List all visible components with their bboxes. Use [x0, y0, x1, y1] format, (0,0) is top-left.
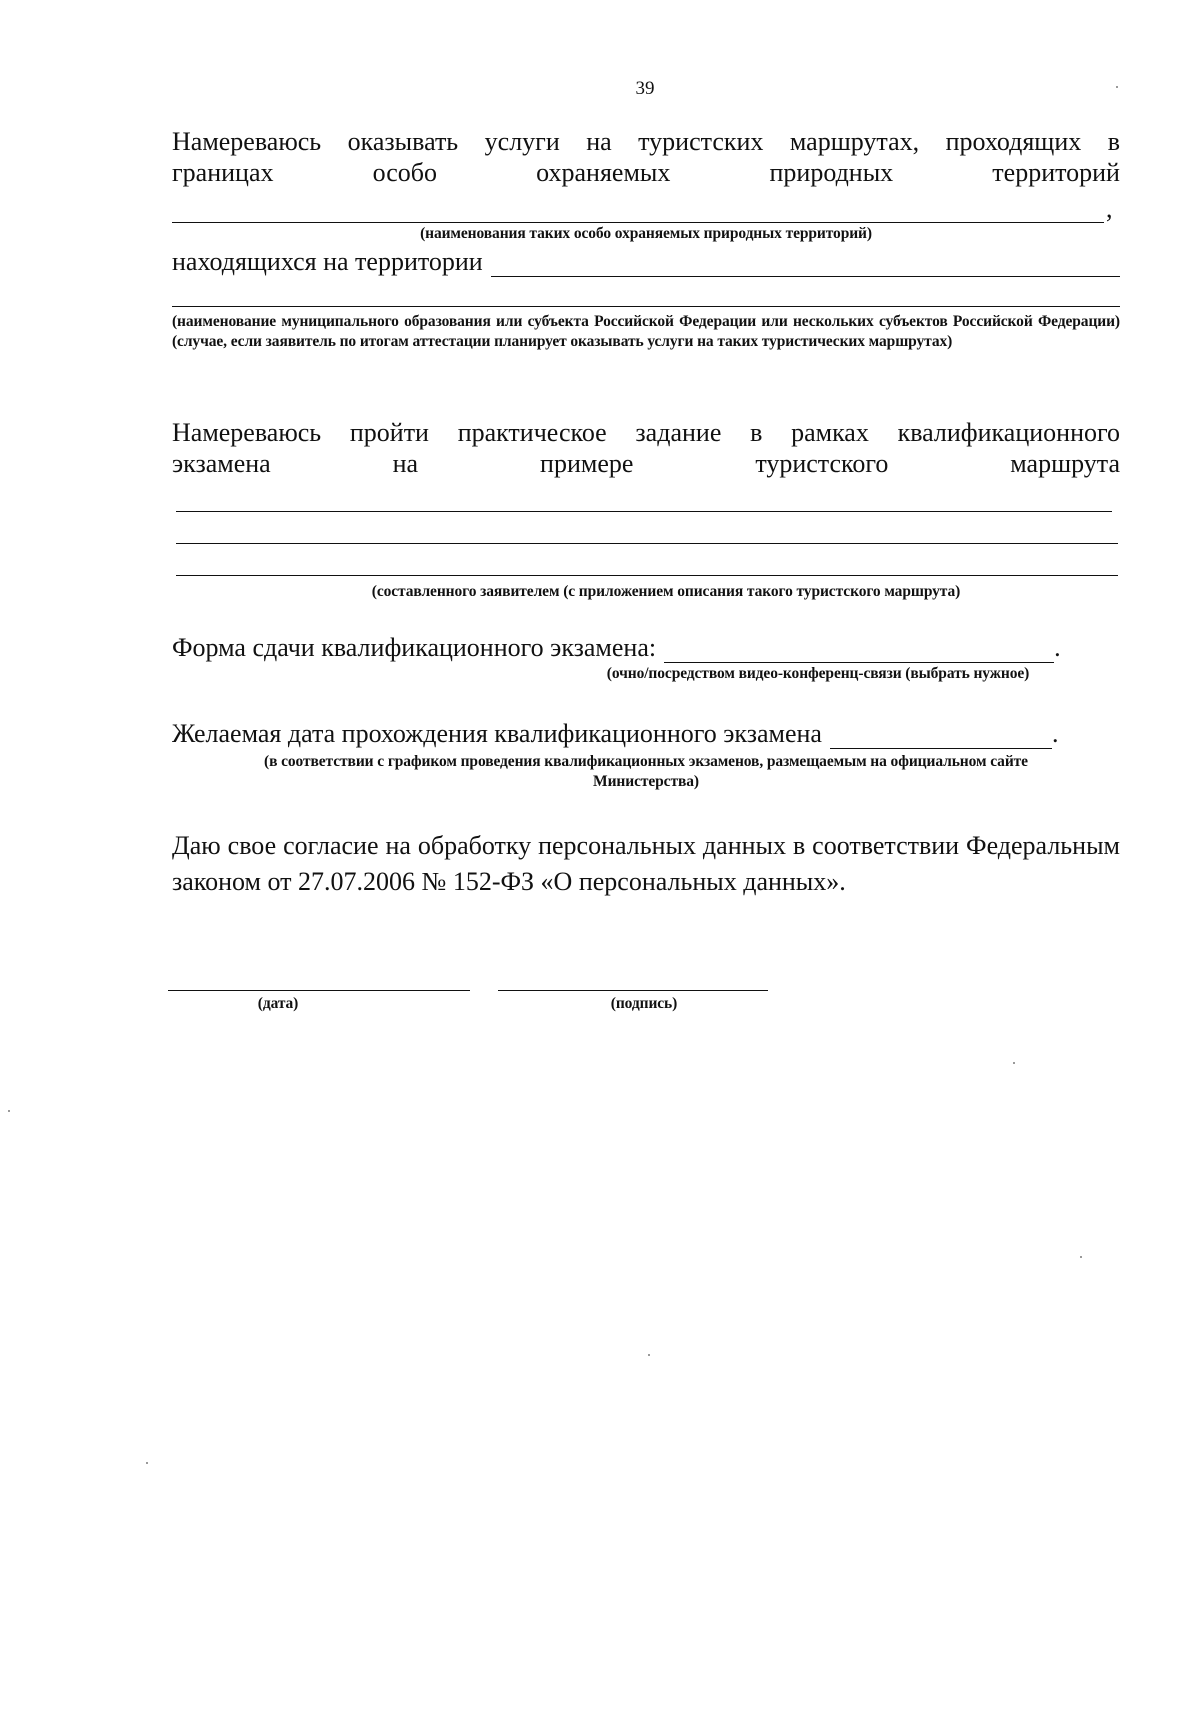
- section1-line2: [172, 157, 1120, 188]
- section2-word: маршрута: [1010, 449, 1120, 478]
- territories-caption: (наименования таких особо охраняемых природных территорий): [420, 225, 872, 242]
- territory-row: [172, 246, 1120, 277]
- exam-date-input-line[interactable]: [830, 722, 1052, 749]
- signature-line[interactable]: [498, 990, 768, 991]
- date-line[interactable]: [168, 990, 470, 991]
- scan-speck: [648, 1354, 650, 1356]
- section1-word: территорий: [992, 158, 1120, 187]
- municipality-line[interactable]: [172, 306, 1120, 307]
- section2-word: туристского: [755, 449, 889, 478]
- exam-date-period: .: [1051, 719, 1059, 748]
- page-number: 39: [635, 78, 655, 99]
- section2-word: на: [392, 449, 419, 478]
- date-label: (дата): [257, 995, 299, 1012]
- territory-input-line[interactable]: [491, 250, 1120, 277]
- scan-speck: [8, 1110, 10, 1112]
- exam-form-row: [172, 632, 1120, 663]
- route-line-2[interactable]: [176, 543, 1118, 544]
- exam-date-label: Желаемая дата прохождения квалификационного экзамена: [172, 719, 822, 748]
- exam-form-period: .: [1054, 633, 1061, 662]
- consent-paragraph: Даю свое согласие на обработку персональных данных в соответствии Федеральным законом от 27.07.2006 № 152-ФЗ «О персональных данных».: [172, 831, 1120, 896]
- scan-speck: [146, 1462, 148, 1464]
- section1-word: особо: [372, 158, 438, 187]
- territory-label: находящихся на территории: [172, 247, 483, 276]
- route-line-3[interactable]: [176, 575, 1118, 576]
- exam-form-caption: (очно/посредством видео-конференц-связи (выбрать нужное): [606, 665, 1030, 682]
- route-line-1[interactable]: [176, 511, 1112, 512]
- scan-speck: [1116, 86, 1118, 88]
- section1-word: охраняемых: [536, 158, 671, 187]
- territories-name-line[interactable]: [172, 222, 1104, 223]
- section2-word: примере: [540, 449, 634, 478]
- section2-line2: [172, 448, 1120, 479]
- signature-label: (подпись): [610, 995, 678, 1012]
- section1-word: границах: [172, 158, 274, 187]
- section1-word: природных: [769, 158, 894, 187]
- line-comma: ,: [1106, 194, 1113, 223]
- exam-date-caption-1: (в соответствии с графиком проведения квалификационных экзаменов, размещаемым на официальном сайте: [264, 753, 1028, 770]
- scan-speck: [1013, 1062, 1015, 1064]
- scan-speck: [1080, 1256, 1082, 1258]
- exam-form-label: Форма сдачи квалификационного экзамена:: [172, 633, 657, 662]
- route-caption: (составленного заявителем (с приложением описания такого туристского маршрута): [371, 583, 961, 600]
- municipality-caption: (наименование муниципального образования или субъекта Российской Федерации или нескольких субъектов Российской Федерации) (случае, если заявитель по итогам аттестации планирует оказывать услуги на таких туристических маршрутах): [172, 313, 1120, 350]
- exam-form-input-line[interactable]: [664, 636, 1054, 663]
- exam-date-row: [172, 718, 1120, 749]
- section2-word: экзамена: [172, 449, 271, 478]
- section1-line1: Намереваюсь оказывать услуги на туристских маршрутах, проходящих в: [172, 127, 1120, 156]
- section2-line1: Намереваюсь пройти практическое задание в рамках квалификационного: [172, 418, 1120, 447]
- exam-date-caption-2: Министерства): [593, 773, 699, 790]
